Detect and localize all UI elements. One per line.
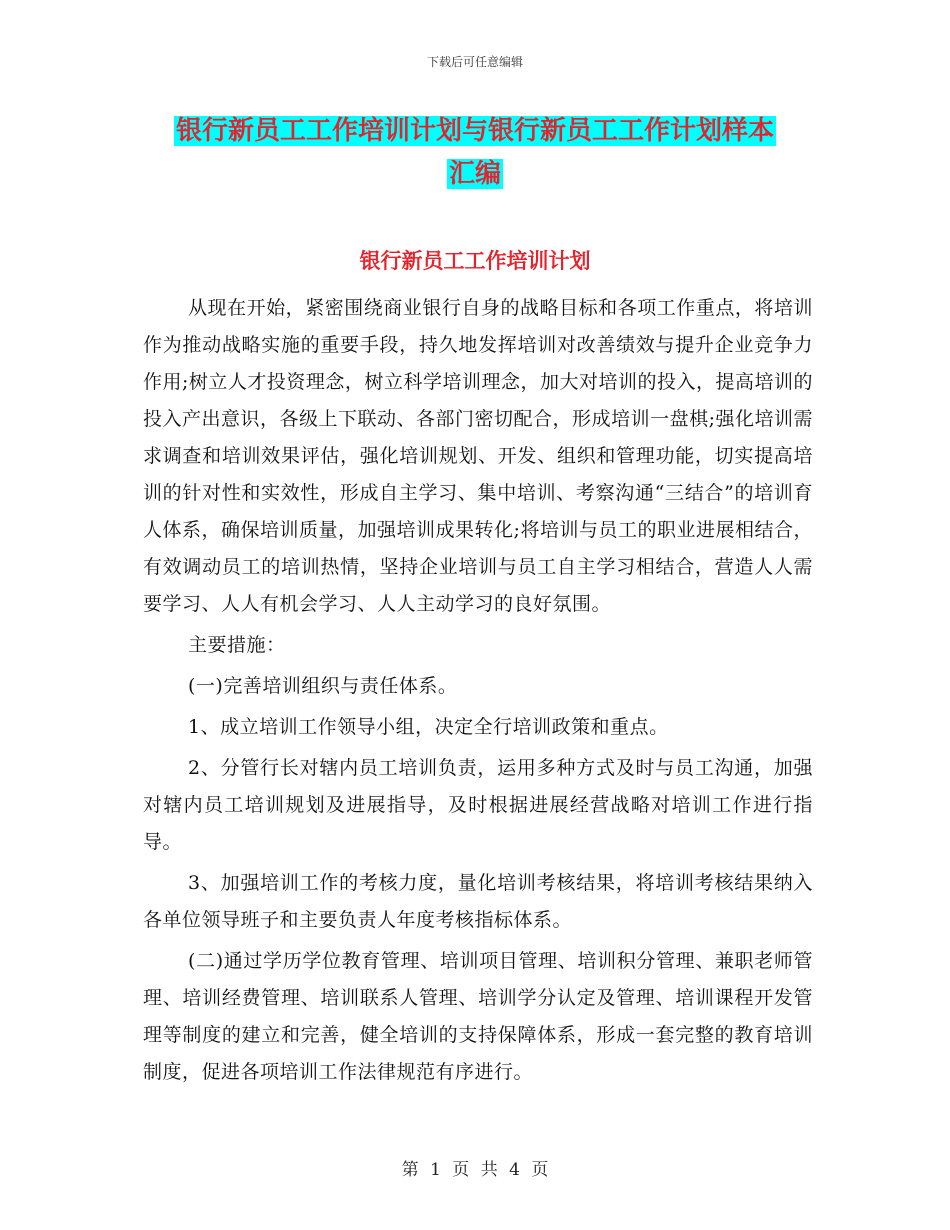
paragraph-measure-1-heading: (一)完善培训组织与责任体系。 — [188, 675, 458, 697]
document-title-line-1 — [0, 110, 950, 152]
paragraph-item-2: 2、分管行长对辖内员工培训负责，运用多种方式及时与员工沟通，加强对辖内员工培训规划及进展指导，及时根据进展经营战略对培训工作进行指导。 — [143, 757, 813, 853]
document-body — [143, 290, 813, 1095]
page-number: 第 1 页 共 4 页 — [401, 1160, 549, 1180]
paragraph-item-3: 3、加强培训工作的考核力度，量化培训考核结果，将培训考核结果纳入各单位领导班子和主要负责人年度考核指标体系。 — [143, 872, 813, 931]
paragraph-main-measures: 主要措施： — [188, 634, 286, 656]
section-title: 银行新员工工作培训计划 — [359, 249, 591, 273]
document-title-line-2 — [0, 153, 950, 195]
document-title-text-2: 汇编 — [448, 159, 501, 189]
paragraph-intro: 从现在开始，紧密围绕商业银行自身的战略目标和各项工作重点，将培训作为推动战略实施的重要手段，持久地发挥培训对改善绩效与提升企业竞争力作用;树立人才投资理念，树立科学培训理念，加大对培训的投入，提高培训的投入产出意识，各级上下联动、各部门密切配合，形成培训一盘棋;强化培训需求调查和培训效果评估，强化培训规划、开发、组织和管理功能，切实提高培训的针对性和实效性，形成自主学习、集中培训、考察沟通“三结合”的培训育人体系，确保培训质量，加强培训成果转化;将培训与员工的职业进展相结合，有效调动员工的培训热情，坚持企业培训与员工自主学习相结合，营造人人需要学习、人人有机会学习、人人主动学习的良好氛围。 — [143, 297, 813, 615]
paragraph-item-1: 1、成立培训工作领导小组，决定全行培训政策和重点。 — [188, 716, 669, 738]
document-title-text-1: 银行新员工工作培训计划与银行新员工工作计划样本 — [175, 116, 774, 146]
header-note: 下载后可任意编辑 — [426, 55, 523, 69]
paragraph-measure-2: (二)通过学历学位教育管理、培训项目管理、培训积分管理、兼职老师管理、培训经费管理、培训联系人管理、培训学分认定及管理、培训课程开发管理等制度的建立和完善，健全培训的支持保障体系，形成一套完整的教育培训制度，促进各项培训工作法律规范有序进行。 — [143, 950, 813, 1083]
